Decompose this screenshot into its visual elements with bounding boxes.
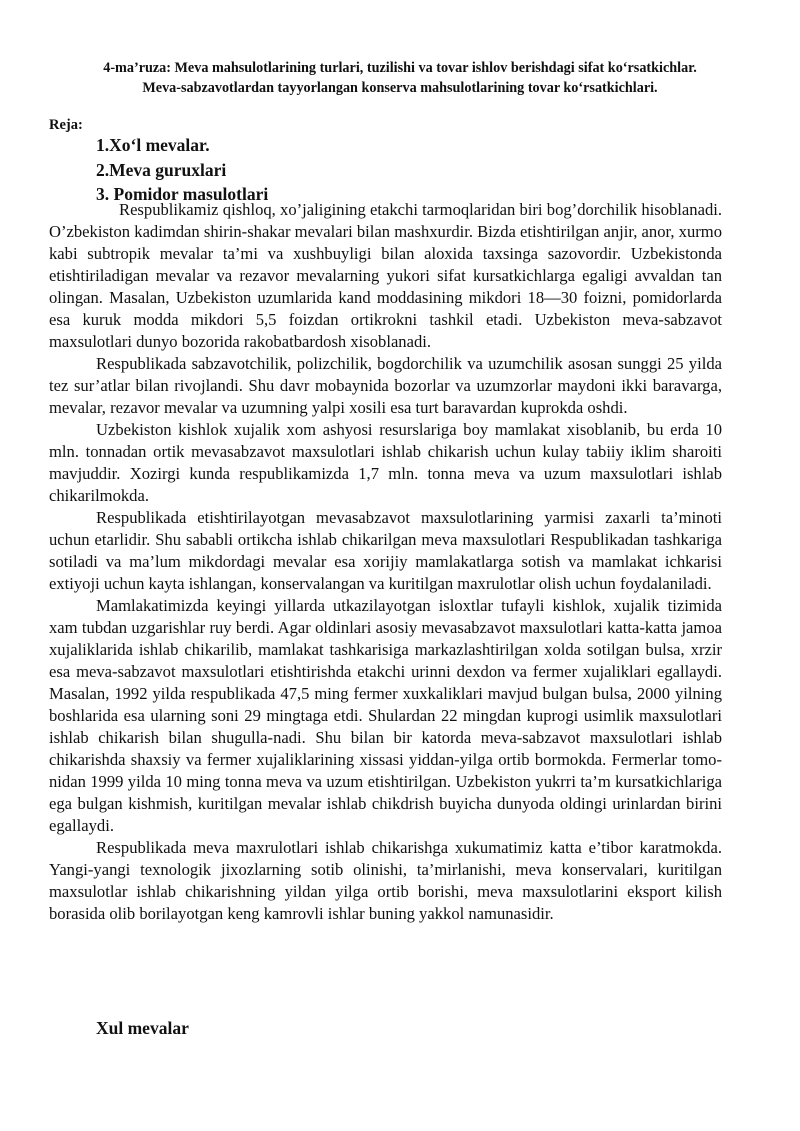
paragraph: Uzbekiston kishlok xujalik xom ashyosi resurslariga boy mamlakat xisoblanib, bu erda 10 mln. tonnadan ortik mevasabzavot maxsulotlari ishlab chikarish uchun kulay tabiiy iklim sharoiti mavjuddir. Xozirgi kunda respublikamizda 1,7 mln. tonna meva va uzum maxsulotlari ishlab chikarilmokda. — [49, 420, 722, 505]
plan-label: Reja: — [49, 117, 83, 133]
lecture-title: 4-ma’ruza: Meva mahsulotlarining turlari, tuzilishi va tovar ishlov berishdagi sifat ko‘rsatkichlar. Meva-sabzavotlardan tayyorlangan konserva mahsulotlarining tovar ko‘rsatkichlari. — [103, 60, 697, 96]
plan-list — [96, 133, 268, 207]
paragraph: Respublikada meva maxrulotlari ishlab chikarishga xukumatimiz katta e’tibor karatmokda. Yangi-yangi texnologik jixozlarning sotib olinishi, ta’mirlanishi, meva konservalari, kuritilgan maxsulotlar ishlab chikarishning yildan yilga ortib borishi, meva maxsulotlarini eksport kilish borasida olib borilayotgan keng kamrovli ishlar buning yakkol namunasidir. — [49, 838, 722, 923]
paragraph: Respublikamiz qishloq, xo’jaligining etakchi tarmoqlaridan biri bog’dorchilik hisoblanadi. O’zbekiston kadimdan shirin-shakar mevalari bilan mashxurdir. Bizda etishtirilgan anjir, anor, xurmo kabi subtropik mevalar ta’mi va xushbuyligi bilan aloxida taxsinga sazovordir. Uzbekistonda etishtiriladigan mevalar va rezavor mevalarning yukori sifat kursatkichlarga egaligi avvaldan tan olingan. Masalan, Uzbekiston uzumlarida kand moddasining mikdori 18—30 foizni, pomidorlarda esa kuruk modda mikdori 5,5 foizdan ortikrokni tashkil etadi. Uzbekiston meva-sabzavot maxsulotlari dunyo bozorida rakobatbardosh xisoblanadi. — [49, 200, 722, 351]
paragraph: Respublikada etishtirilayotgan mevasabzavot maxsulotlarining yarmisi zaxarli ta’minoti uchun etarlidir. Shu sababli ortikcha ishlab chikarilgan meva maxsulotlari Respublikadan tashkariga sotiladi va ma’lum mikdordagi mevalar esa xorijiy mamlakatlarga sotish va mamlakat ichkarisi extiyoji uchun kayta ishlangan, konservalangan va kuritilgan maxrulotlar olish uchun foydalaniladi. — [49, 508, 722, 593]
plan-item: 1.Xo‘l mevalar. — [96, 135, 210, 155]
paragraph: Respublikada sabzavotchilik, polizchilik, bogdorchilik va uzumchilik asosan sunggi 25 yilda tez sur’atlar bilan rivojlandi. Shu davr mobaynida bozorlar va uzumzorlar maydoni ikki baravarga, mevalar, rezavor mevalar va uzumning yalpi xosili esa turt baravardan kuprokda oshdi. — [49, 354, 722, 417]
body-text — [49, 199, 722, 925]
section-heading: Xul mevalar — [96, 1018, 189, 1038]
plan-item: 3. Pomidor masulotlari — [96, 184, 269, 204]
paragraph: Mamlakatimizda keyingi yillarda utkazilayotgan isloxtlar tufayli kishlok, xujalik tizimida xam tubdan uzgarishlar ruy berdi. Agar oldinlari asosiy mevasabzavot maxsulotlari katta-katta jamoa xujaliklarida ishlab chikarilib, mamlakat tashkarisiga markazlashtirilgan xolda sotilgan bulsa, xrzir esa meva-sabzavot maxsulotlari etishtirishda etakchi urinni dexdon va fermer xujaliklari egallaydi. Masalan, 1992 yilda respublikada 47,5 ming fermer xuxkaliklari mavjud bulgan bulsa, 2000 yilning boshlarida esa ularning soni 29 mingtaga etdi. Shulardan 22 mingdan kuprogi usimlik maxsulotlari ishlab chikarish bilan shugulla-nadi. Shu bilan bir katorda meva-sabzavot maxsulotlari ishlab chikarishda shaxsiy va fermer xujaliklarining xissasi yiddan-yilga ortib bormokda. Fermerlar tomo-nidan 1999 yilda 10 ming tonna meva va uzum etishtirilgan. Uzbekiston yukrri ta’m kursatkichlariga ega bulgan kishmish, kuritilgan mevalar ishlab chikdrish buyicha dunyoda oldingi urinlardan birini egallaydi. — [49, 596, 722, 835]
plan-item: 2.Meva guruxlari — [96, 159, 227, 180]
